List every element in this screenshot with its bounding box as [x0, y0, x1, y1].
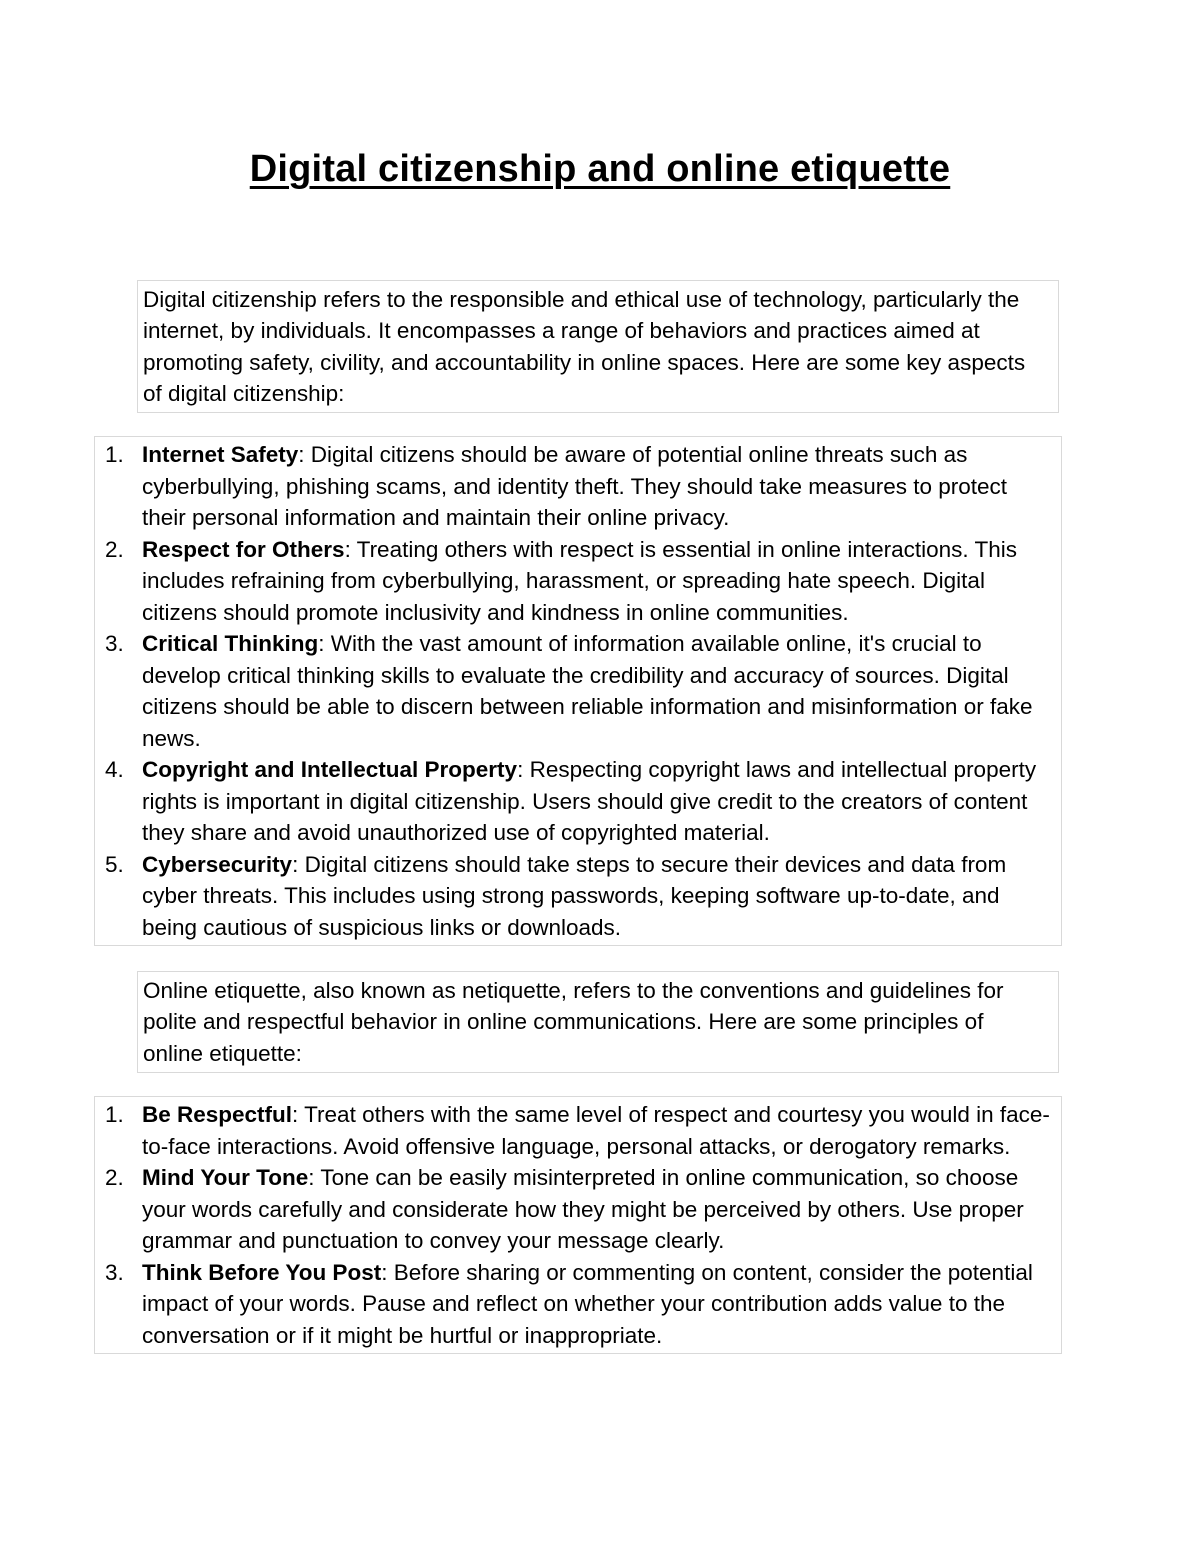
list-item-term: Mind Your Tone — [142, 1165, 309, 1190]
list-item-number: 3. — [105, 1259, 124, 1285]
etiquette-principles-list — [94, 1096, 1062, 1354]
intro-paragraph: Digital citizenship refers to the responsible and ethical use of technology, particularly the internet, by individuals. It encompasses a range of behaviors and practices aimed at promoting safety, civility, and accountability in online spaces. Here are some key aspects of digital citizenship: — [137, 280, 1059, 413]
list-item-number: 4. — [105, 757, 124, 782]
list-item-text: : Digital citizens should be aware of potential online threats such as cyberbullying, phishing scams, and identity theft. They should take measures to protect their personal information and maintain their online privacy. — [142, 442, 1008, 530]
list-item-term: Be Respectful — [142, 1102, 293, 1127]
list-item-number: 1. — [105, 1102, 124, 1127]
list-item-text: : Tone can be easily misinterpreted in online communication, so choose your words carefully and considerate how they might be perceived by others. Use proper grammar and punctuation to convey your message clearly. — [142, 1165, 1024, 1253]
list-item — [95, 1162, 1061, 1257]
page-title: Digital citizenship and online etiquette — [249, 148, 951, 190]
list-item — [95, 754, 1061, 849]
list-item — [95, 849, 1061, 944]
list-item-term: Think Before You Post — [142, 1259, 382, 1285]
list-item-term: Critical Thinking — [142, 631, 319, 656]
citizenship-aspects-list — [94, 436, 1062, 946]
list-item-number: 5. — [105, 851, 124, 877]
list-item-term: Internet Safety — [142, 442, 299, 467]
list-item-text: : Treat others with the same level of respect and courtesy you would in face-to-face interactions. Avoid offensive language, personal attacks, or derogatory remarks. — [142, 1102, 1050, 1159]
list-item-term: Respect for Others — [142, 536, 345, 562]
list-item-number: 2. — [105, 1165, 124, 1190]
list-item-term: Cybersecurity — [142, 851, 293, 877]
list-item-text: : Before sharing or commenting on content, consider the potential impact of your words. Pause and reflect on whether your contribution adds value to the conversation or if it might be hurtful or inappropriate. — [142, 1259, 1033, 1348]
list-item — [95, 534, 1061, 629]
list-item-text: : With the vast amount of information available online, it's crucial to develop critical thinking skills to evaluate the credibility and accuracy of sources. Digital citizens should be able to discern between reliable information and misinformation or fake news. — [142, 631, 1033, 751]
list-item-text: : Respecting copyright laws and intellectual property rights is important in digital citizenship. Users should give credit to the creators of content they share and avoid unauthorized use of copyrighted material. — [142, 757, 1037, 845]
list-item-number: 2. — [105, 536, 124, 562]
list-item — [95, 1257, 1061, 1352]
list-item — [95, 628, 1061, 754]
list-item — [95, 439, 1061, 534]
etiquette-paragraph: Online etiquette, also known as netiquette, refers to the conventions and guidelines for polite and respectful behavior in online communications. Here are some principles of online etiquette: — [137, 971, 1059, 1073]
list-item-text: : Digital citizens should take steps to secure their devices and data from cyber threats. This includes using strong passwords, keeping software up-to-date, and being cautious of suspicious links or downloads. — [142, 851, 1007, 940]
list-item-number: 1. — [105, 442, 124, 467]
list-item-term: Copyright and Intellectual Property — [142, 757, 518, 782]
list-item-number: 3. — [105, 631, 124, 656]
list-item — [95, 1099, 1061, 1162]
list-item-text: : Treating others with respect is essential in online interactions. This includes refraining from cyberbullying, harassment, or spreading hate speech. Digital citizens should promote inclusivity and kindness in online communities. — [142, 536, 1017, 625]
